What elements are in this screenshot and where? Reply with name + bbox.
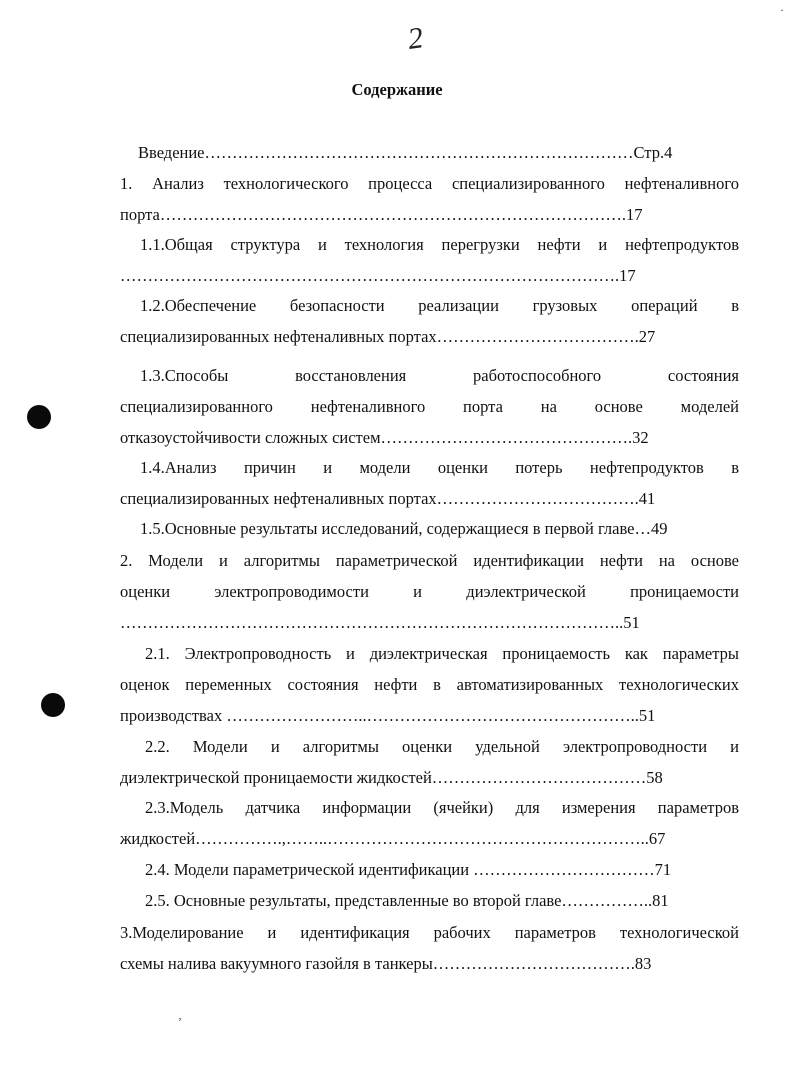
toc-line: отказоустойчивости сложных систем……………………………………….32 (120, 428, 649, 447)
toc-entry-2-5 (120, 885, 739, 916)
toc-entry-2-2 (120, 731, 739, 793)
toc-line: 2.5. Основные результаты, представленные во второй главе……………..81 (145, 891, 669, 910)
toc-line: 2.3.Модель датчика информации (ячейки) для измерения параметров (145, 798, 739, 817)
toc-line: 3.Моделирование и идентификация рабочих параметров технологической (120, 923, 739, 942)
toc-entry-1-1 (120, 229, 739, 291)
toc-entry-chapter-3 (120, 917, 739, 979)
toc-line: ………………………………………………………………………………..51 (120, 613, 640, 632)
toc-line: порта………………………………………………………………………….17 (120, 205, 643, 224)
toc-entry-introduction (120, 137, 739, 168)
toc-line: 2.4. Модели параметрической идентификации ……………………………71 (145, 860, 672, 879)
toc-line: специализированных нефтеналивных портах……………………………….41 (120, 489, 656, 508)
toc-entry-1-2 (120, 290, 739, 352)
toc-entry-1-3 (120, 360, 739, 453)
toc-entry-chapter-2 (120, 545, 739, 638)
toc-line: схемы налива вакуумного газойля в танкеры……………………………….83 (120, 954, 652, 973)
toc-entry-2-3 (120, 792, 739, 854)
toc-line: Введение……………………………………………………………………Стр.4 (138, 143, 673, 162)
scan-corner-mark: · (780, 3, 784, 17)
toc-line: 1.2.Обеспечение безопасности реализации грузовых операций в (140, 296, 739, 315)
toc-entry-1-5 (120, 513, 739, 544)
toc-entry-chapter-1 (120, 168, 739, 230)
toc-line: диэлектрической проницаемости жидкостей…………………………………58 (120, 768, 663, 787)
page-title: Содержание (351, 80, 443, 99)
toc-line: 2. Модели и алгоритмы параметрической идентификации нефти на основе (120, 551, 739, 570)
toc-entry-2-1 (120, 638, 739, 731)
toc-line: жидкостей…………….,……..…………………………………………………..67 (120, 829, 666, 848)
toc-line: 1. Анализ технологического процесса специализированного нефтеналивного (120, 174, 739, 193)
toc-line: производствах ……………………..…………………………………………..51 (120, 706, 656, 725)
toc-line: специализированных нефтеналивных портах……………………………….27 (120, 327, 656, 346)
toc-line: ……………………………………………………………………………….17 (120, 266, 636, 285)
toc-line: 1.3.Способы восстановления работоспособного состояния (140, 366, 739, 385)
toc-entry-1-4 (120, 452, 739, 514)
toc-line: оценок переменных состояния нефти в автоматизированных технологических (120, 675, 739, 694)
toc-line: специализированного нефтеналивного порта на основе моделей (120, 397, 739, 416)
toc-line: 1.4.Анализ причин и модели оценки потерь нефтепродуктов в (140, 458, 739, 477)
punch-hole-mark (41, 693, 65, 717)
scan-tick-mark: ʼ (178, 1015, 182, 1029)
toc-line: 1.5.Основные результаты исследований, содержащиеся в первой главе…49 (140, 519, 668, 538)
toc-line: оценки электропроводимости и диэлектрической проницаемости (120, 582, 739, 601)
toc-entry-2-4 (120, 854, 739, 885)
handwritten-page-number: 2 (405, 21, 426, 56)
toc-line: 2.1. Электропроводность и диэлектрическая проницаемость как параметры (145, 644, 739, 663)
toc-line: 1.1.Общая структура и технология перегрузки нефти и нефтепродуктов (140, 235, 739, 254)
punch-hole-mark (27, 405, 51, 429)
toc-line: 2.2. Модели и алгоритмы оценки удельной электропроводности и (145, 737, 739, 756)
